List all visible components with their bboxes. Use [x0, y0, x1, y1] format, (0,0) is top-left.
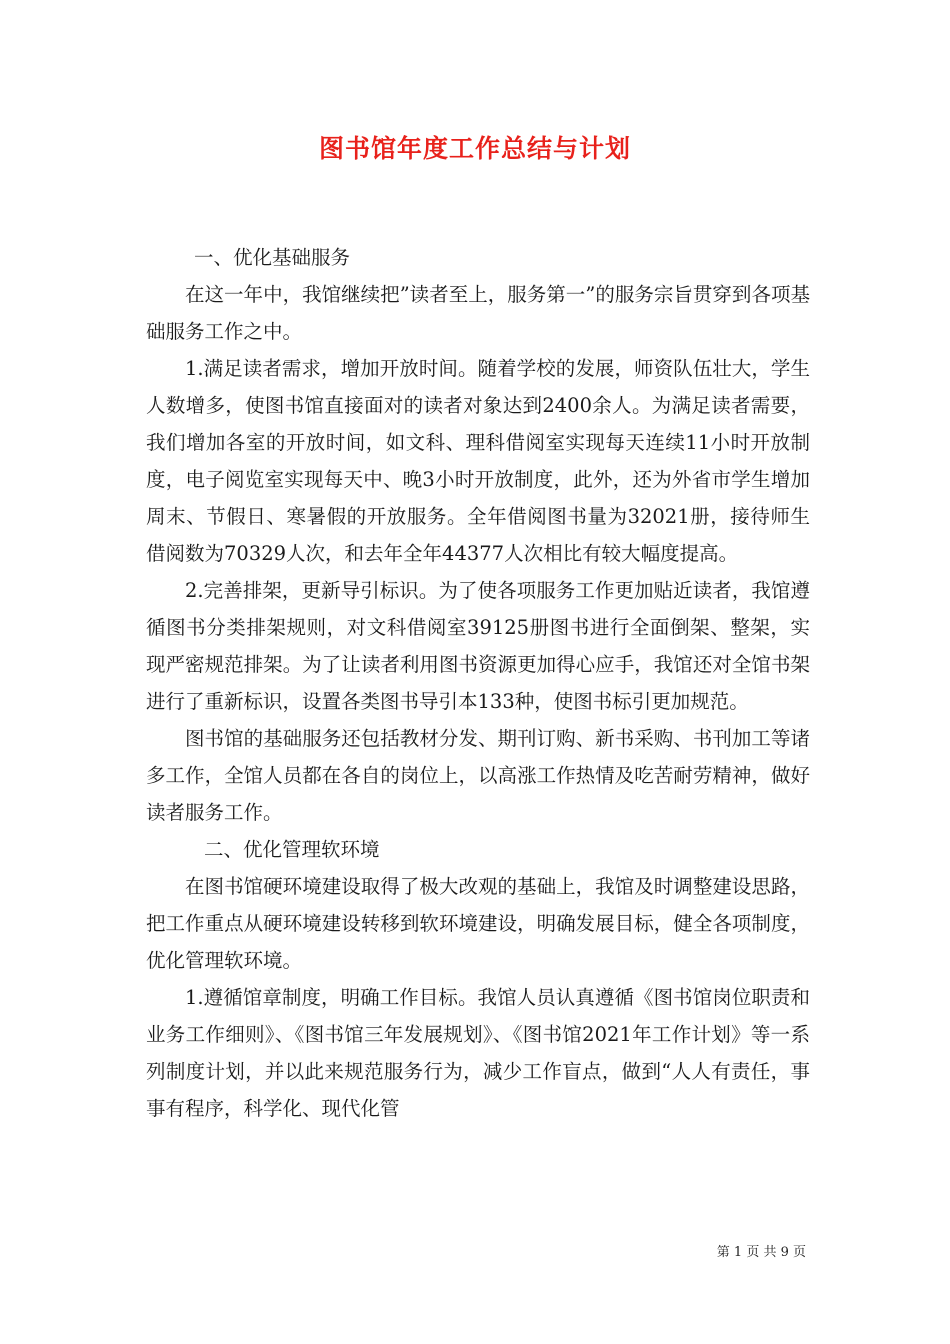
section-heading-1: 一、优化基础服务 [194, 246, 351, 269]
paragraph: 1.遵循馆章制度，明确工作目标。我馆人员认真遵循《图书馆岗位职责和业务工作细则》、《图书馆三年发展规划》、《图书馆2021年工作计划》等一系列制度计划，并以此来规范服务行为，减少工作盲点，做到“人人有责任，事事有程序，科学化、现代化管 [146, 986, 810, 1120]
paragraph: 在图书馆硬环境建设取得了极大改观的基础上，我馆及时调整建设思路，把工作重点从硬环境建设转移到软环境建设，明确发展目标，健全各项制度，优化管理软环境。 [146, 875, 810, 972]
paragraph: 图书馆的基础服务还包括教材分发、期刊订购、新书采购、书刊加工等诸多工作，全馆人员都在各自的岗位上，以高涨工作热情及吃苦耐劳精神，做好读者服务工作。 [146, 727, 810, 824]
document-body [146, 239, 810, 1127]
page-number: 第 1 页 共 9 页 [716, 1245, 806, 1260]
paragraph: 2.完善排架，更新导引标识。为了使各项服务工作更加贴近读者，我馆遵循图书分类排架规则，对文科借阅室39125册图书进行全面倒架、整架，实现严密规范排架。为了让读者利用图书资源更加得心应手，我馆还对全馆书架进行了重新标识，设置各类图书导引本133种，使图书标引更加规范。 [146, 579, 810, 713]
section-heading-2: 二、优化管理软环境 [204, 838, 380, 861]
document-title: 图书馆年度工作总结与计划 [318, 134, 631, 163]
paragraph: 在这一年中，我馆继续把”读者至上，服务第一”的服务宗旨贯穿到各项基础服务工作之中。 [146, 283, 810, 343]
paragraph: 1.满足读者需求，增加开放时间。随着学校的发展，师资队伍壮大，学生人数增多，使图书馆直接面对的读者对象达到2400余人。为满足读者需要，我们增加各室的开放时间，如文科、理科借阅室实现每天连续11小时开放制度，电子阅览室实现每天中、晚3小时开放制度，此外，还为外省市学生增加周末、节假日、寒暑假的开放服务。全年借阅图书量为32021册，接待师生借阅数为70329人次，和去年全年44377人次相比有较大幅度提高。 [146, 357, 810, 565]
